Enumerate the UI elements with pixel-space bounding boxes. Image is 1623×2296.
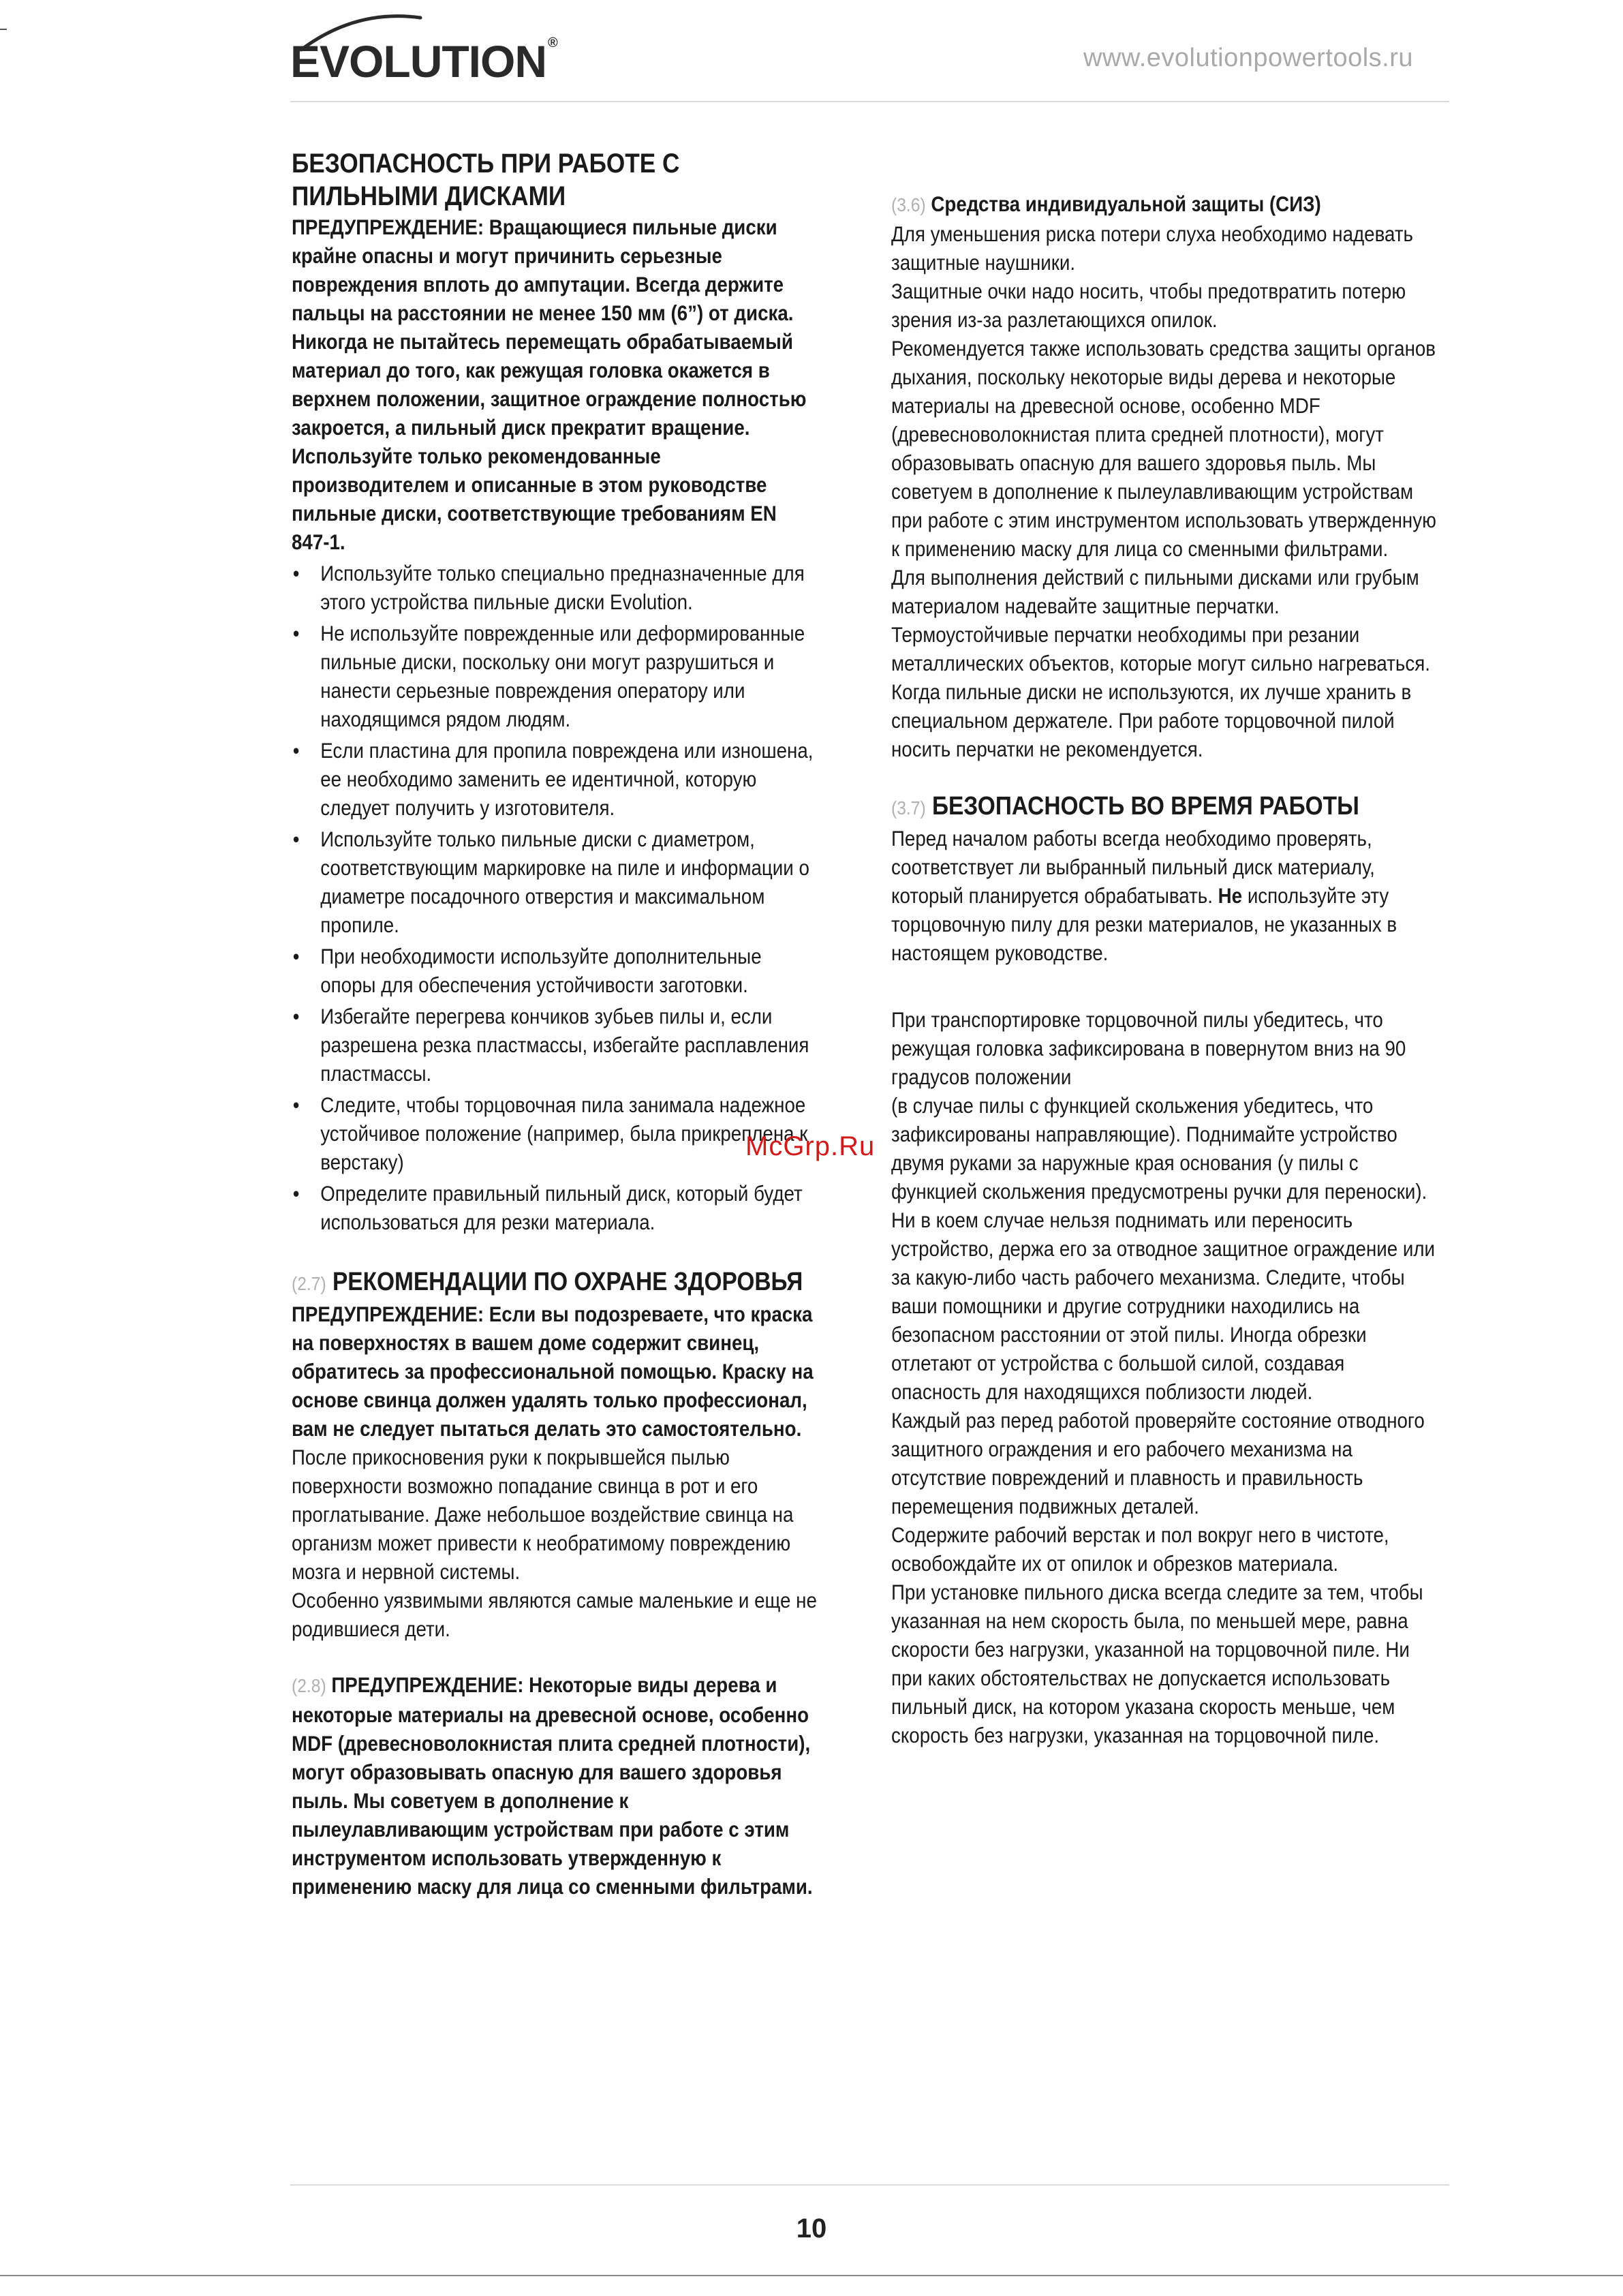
- blade-bullet-list: [292, 559, 819, 1236]
- section-number: (2.7): [292, 1273, 326, 1294]
- bullet-icon: •: [292, 1181, 300, 1206]
- section-title-ppe: (3.6) Средства индивидуальной защиты (СИЗ): [891, 192, 1321, 216]
- footer-divider: [290, 2184, 1449, 2186]
- list-item: • Если пластина для пропила повреждена или изношена, ее необходимо заменить ее идентичной, которую следует получить у изготовителя.: [292, 736, 819, 822]
- section-title-health: (2.7) РЕКОМЕНДАЦИИ ПО ОХРАНЕ ЗДОРОВЬЯ: [292, 1268, 803, 1296]
- bullet-icon: •: [292, 827, 300, 851]
- dust-warning: (2.8) ПРЕДУПРЕЖДЕНИЕ: Некоторые виды дерева и некоторые материалы на древесной основе, особенно MDF (древесноволокнистая плита средней плотности), могут образовывать опасную для вашего здоровья пыль. Мы советуем в дополнение к пылеулавливающим устройствам при работе с этим инструментом использовать утвержденную к применению маску для лица со сменными фильтрами.: [292, 1672, 813, 1899]
- section-number: (3.7): [891, 797, 926, 818]
- brand-logo: [290, 35, 557, 87]
- ppe-paragraph: Для выполнения действий с пильными дисками или грубым материалом надевайте защитные перчатки. Термоустойчивые перчатки необходимы при резании металлических объектов, которые могут сильно нагреваться. Когда пильные диски не используются, их лучше хранить в специальном держателе. При работе торцовочной пилой носить перчатки не рекомендуется.: [891, 565, 1430, 761]
- bullet-icon: •: [292, 1092, 300, 1117]
- list-item: • При необходимости используйте дополнительные опоры для обеспечения устойчивости заготовки.: [292, 942, 819, 999]
- health-warning: ПРЕДУПРЕЖДЕНИЕ: Если вы подозреваете, что краска на поверхностях в вашем доме содержит свинец, обратитесь за профессиональной помощью. Краску на основе свинца должен удалять только профессионал, вам не следует пытаться делать это самостоятельно.: [292, 1302, 814, 1441]
- crop-mark: [0, 29, 7, 30]
- health-paragraph: После прикосновения руки к покрывшейся пылью поверхности возможно попадание свинца в рот и его проглатывание. Даже небольшое воздействие свинца на организм может привести к необратимому повреждению мозга и нервной системы.: [292, 1445, 794, 1584]
- operation-paragraph: Перед началом работы всегда необходимо проверять, соответствует ли выбранный пильный диск материалу, который планируется обрабатывать. Не используйте эту торцовочную пилу для резки материалов, не указанных в настоящем руководстве.: [891, 826, 1397, 965]
- health-paragraph: Особенно уязвимыми являются самые маленькие и еще не родившиеся дети.: [292, 1588, 817, 1641]
- operation-paragraph: При установке пильного диска всегда следите за тем, чтобы указанная на нем скорость была, по меньшей мере, равна скорости без нагрузки, указанной на торцовочной пиле. Ни при каких обстоятельствах не допускается использовать пильный диск, на котором указана скорость меньше, чем скорость без нагрузки, указанная на торцовочной пиле.: [891, 1580, 1423, 1747]
- header-divider: [290, 101, 1449, 102]
- operation-paragraph: При транспортировке торцовочной пилы убедитесь, что режущая головка зафиксирована в повернутом вниз на 90 градусов положении: [891, 1007, 1406, 1089]
- watermark: McGrp.Ru: [745, 1131, 876, 1161]
- section-number: (3.6): [891, 194, 926, 215]
- operation-paragraph: Каждый раз перед работой проверяйте состояние отводного защитного ограждения и его рабочего механизма на отсутствие повреждений и плавность и правильность перемещения подвижных деталей.: [891, 1408, 1425, 1518]
- list-item: • Следите, чтобы торцовочная пила занимала надежное устойчивое положение (например, была прикреплена к верстаку): [292, 1090, 819, 1176]
- blade-warning: ПРЕДУПРЕЖДЕНИЕ: Вращающиеся пильные диски крайне опасны и могут причинить серьезные повреждения вплоть до ампутации. Всегда держите пальцы на расстоянии не менее 150 мм (6”) от диска. Никогда не пытайтесь перемещать обрабатываемый материал до того, как режущая головка окажется в верхнем положении, защитное ограждение полностью закроется, а пильный диск прекратит вращение. Используйте только рекомендованные производителем и описанные в этом руководстве пильные диски, соответствующие требованиям EN 847-1.: [292, 215, 807, 554]
- list-item: • Не используйте поврежденные или деформированные пильные диски, поскольку они могут разрушиться и нанести серьезные повреждения оператору или находящимся рядом людям.: [292, 619, 819, 733]
- ppe-paragraph: Защитные очки надо носить, чтобы предотвратить потерю зрения из-за разлетающихся опилок.: [891, 279, 1406, 332]
- section-title-blades: БЕЗОПАСНОСТЬ ПРИ РАБОТЕ С ПИЛЬНЫМИ ДИСКАМИ: [292, 149, 680, 211]
- page-number: 10: [796, 2214, 827, 2244]
- bullet-icon: •: [292, 561, 300, 585]
- registered-mark: ®: [548, 35, 557, 50]
- left-column: [292, 147, 819, 1901]
- list-item: • Используйте только пильные диски с диаметром, соответствующим маркировке на пиле и информации о диаметре посадочного отверстия и максимальном пропиле.: [292, 825, 819, 939]
- site-url: www.evolutionpowertools.ru: [1083, 44, 1413, 72]
- crop-mark: [0, 2275, 1623, 2276]
- logo-text: EVOLUTION: [290, 36, 547, 87]
- bullet-icon: •: [292, 621, 300, 645]
- list-item: • Используйте только специально предназначенные для этого устройства пильные диски Evolution.: [292, 559, 819, 616]
- operation-paragraph: (в случае пилы с функцией скольжения убедитесь, что зафиксированы направляющие). Поднимайте устройство двумя руками за наружные края основания (у пилы с функцией скольжения предусмотрены ручки для переноски). Ни в коем случае нельзя поднимать или переносить устройство, держа его за отводное защитное ограждение или за какую-либо часть рабочего механизма. Следите, чтобы ваши помощники и другие сотрудники находились на безопасном расстоянии от этой пилы. Иногда обрезки отлетают от устройства с большой силой, создавая опасность для находящихся поблизости людей.: [891, 1093, 1435, 1404]
- right-column: [891, 189, 1437, 1749]
- bullet-icon: •: [292, 738, 300, 763]
- list-item: • Избегайте перегрева кончиков зубьев пилы и, если разрешена резка пластмассы, избегайте расплавления пластмассы.: [292, 1002, 819, 1088]
- ppe-paragraph: Для уменьшения риска потери слуха необходимо надевать защитные наушники.: [891, 221, 1413, 275]
- bullet-icon: •: [292, 1004, 300, 1028]
- section-number: (2.8): [292, 1675, 326, 1696]
- list-item: • Определите правильный пильный диск, который будет использоваться для резки материала.: [292, 1179, 819, 1236]
- section-title-operation: (3.7) БЕЗОПАСНОСТЬ ВО ВРЕМЯ РАБОТЫ: [891, 792, 1359, 821]
- bullet-icon: •: [292, 944, 300, 968]
- operation-paragraph: Содержите рабочий верстак и пол вокруг него в чистоте, освобождайте их от опилок и обрезков материала.: [891, 1522, 1389, 1576]
- ppe-paragraph: Рекомендуется также использовать средства защиты органов дыхания, поскольку некоторые виды дерева и некоторые материалы на древесной основе, особенно MDF (древесноволокнистая плита средней плотности), могут образовывать опасную для вашего здоровья пыль. Мы советуем в дополнение к пылеулавливающим устройствам при работе с этим инструментом использовать утвержденную к применению маску для лица со сменными фильтрами.: [891, 336, 1436, 561]
